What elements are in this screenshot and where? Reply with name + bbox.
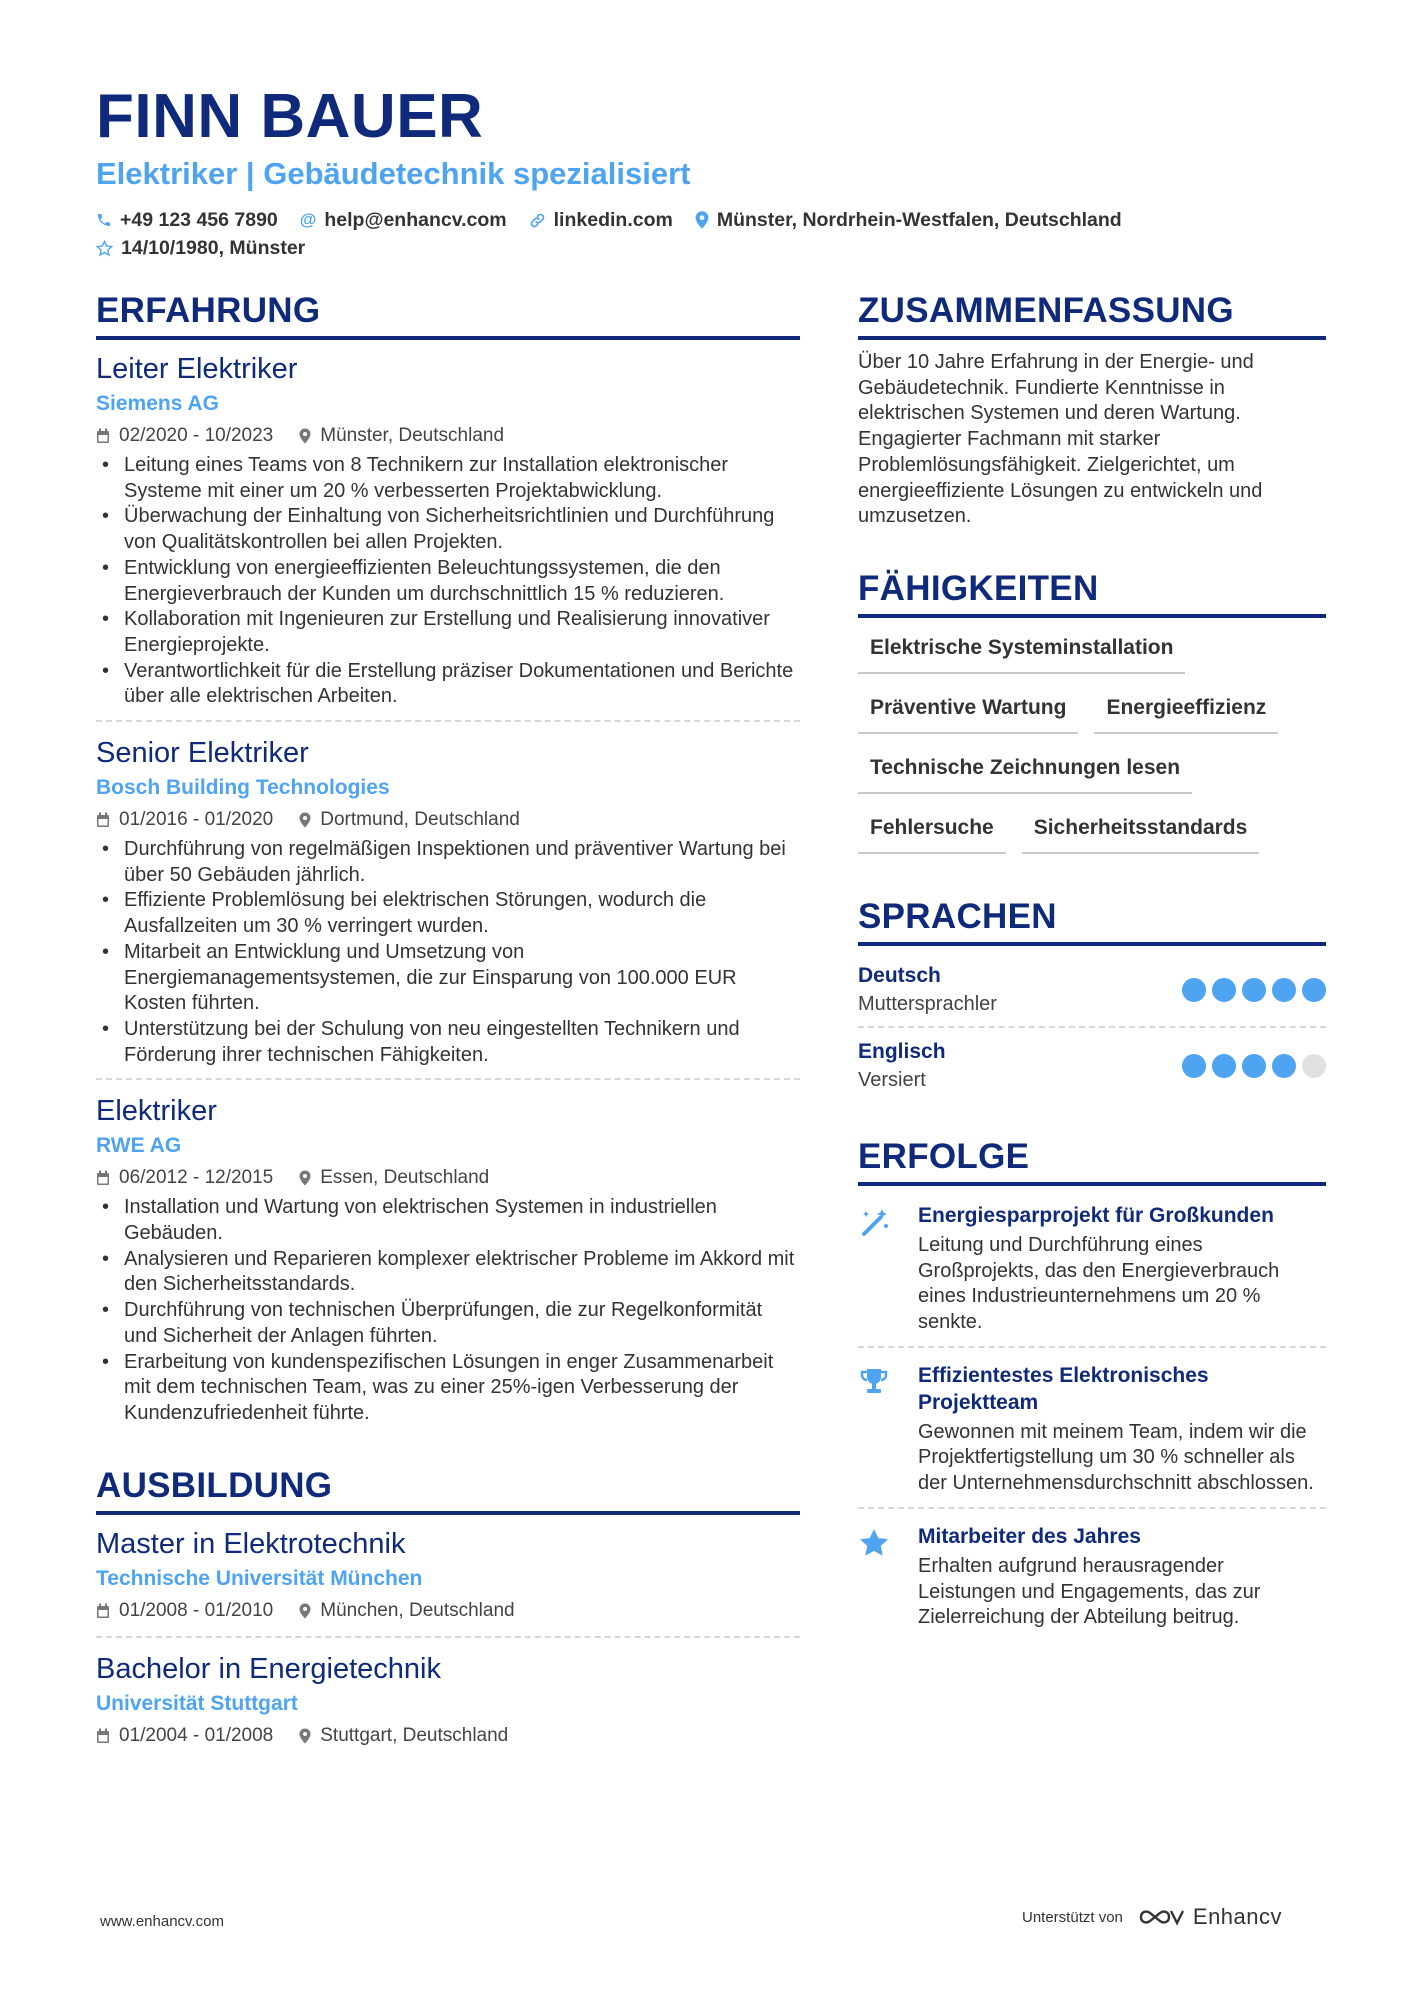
calendar-icon bbox=[96, 812, 110, 828]
link-icon bbox=[529, 212, 546, 229]
achievement-item bbox=[858, 1196, 1326, 1348]
bullet-item: • Unterstützung bei der Schulung von neu eingestellten Technikern und Förderung ihrer technischen Fähigkeiten. bbox=[96, 1017, 800, 1068]
rating-dot-filled bbox=[1212, 1054, 1236, 1078]
rating-dot-filled bbox=[1272, 1054, 1296, 1078]
bullet-item: • Analysieren und Reparieren komplexer elektrischer Probleme im Akkord mit den Sicherheitsstandards. bbox=[96, 1247, 800, 1298]
language-level: Muttersprachler bbox=[858, 992, 997, 1015]
language-item bbox=[858, 1032, 1326, 1102]
skill-tag: Sicherheitsstandards bbox=[1022, 808, 1260, 854]
job-dates: 06/2012 - 12/2015 bbox=[119, 1167, 274, 1189]
job-location: Münster, Deutschland bbox=[320, 425, 505, 446]
rating-dot-filled bbox=[1212, 978, 1236, 1002]
skill-tag: Elektrische Systeminstallation bbox=[858, 628, 1185, 674]
achievement-title: Energiesparprojekt für Großkunden bbox=[918, 1203, 1274, 1227]
company-name: RWE AG bbox=[96, 1134, 182, 1158]
education-location: München, Deutschland bbox=[320, 1599, 515, 1621]
company-name: Bosch Building Technologies bbox=[96, 776, 390, 800]
languages-heading: SPRACHEN bbox=[858, 896, 1326, 946]
location-pin-icon bbox=[695, 211, 709, 229]
right-column bbox=[858, 290, 1326, 1641]
job-title: Leiter Elektriker bbox=[96, 353, 298, 385]
location-text: Münster, Nordrhein-Westfalen, Deutschland bbox=[716, 209, 1122, 231]
achievement-title: Effizientestes Elektronisches Projektteam bbox=[918, 1363, 1209, 1414]
star-icon bbox=[858, 1523, 918, 1631]
location-pin-icon bbox=[299, 1170, 311, 1186]
location-pin-icon bbox=[299, 812, 311, 828]
job-location: Dortmund, Deutschland bbox=[320, 809, 520, 831]
bullet-item: • Verantwortlichkeit für die Erstellung präziser Dokumentationen und Berichte über alle elektrischen Arbeiten. bbox=[96, 659, 800, 710]
job-bullets bbox=[96, 1195, 800, 1426]
contact-phone[interactable] bbox=[96, 206, 278, 234]
education-heading: AUSBILDUNG bbox=[96, 1465, 800, 1515]
bullet-item: • Durchführung von technischen Überprüfungen, die zur Regelkonformität und Sicherheit der Anlagen führten. bbox=[96, 1298, 800, 1349]
job-meta bbox=[96, 1163, 800, 1193]
bullet-item: • Mitarbeit an Entwicklung und Umsetzung von Energiemanagementsystemen, die zur Einsparung von 100.000 EUR Kosten führten. bbox=[96, 940, 800, 1017]
bullet-item: • Effiziente Problemlösung bei elektrischen Störungen, wodurch die Ausfallzeiten um 30 % verringert wurden. bbox=[96, 888, 800, 939]
bullet-item: • Entwicklung von energieeffizienten Beleuchtungssystemen, die den Energieverbrauch der Kunden um durchschnittlich 15 % reduzieren. bbox=[96, 556, 800, 607]
footer-branding bbox=[1022, 1904, 1282, 1930]
rating-dot-filled bbox=[1242, 1054, 1266, 1078]
achievement-desc: Leitung und Durchführung eines Großprojekts, das den Energieverbrauch eines Industrieunternehmens um 20 % senkte. bbox=[918, 1233, 1280, 1334]
skills-list bbox=[858, 628, 1326, 868]
skill-tag: Präventive Wartung bbox=[858, 688, 1078, 734]
trophy-icon bbox=[858, 1362, 918, 1497]
bullet-item: • Installation und Wartung von elektrischen Systemen in industriellen Gebäuden. bbox=[96, 1195, 800, 1246]
rating-dot-empty bbox=[1302, 1054, 1326, 1078]
language-item bbox=[858, 956, 1326, 1028]
achievement-desc: Gewonnen mit meinem Team, indem wir die Projektfertigstellung um 30 % schneller als der Unternehmensdurchschnitt abschlossen. bbox=[918, 1420, 1314, 1495]
skill-tag: Energieeffizienz bbox=[1094, 688, 1278, 734]
contact-location bbox=[695, 206, 1122, 234]
rating-dot-filled bbox=[1242, 978, 1266, 1002]
calendar-icon bbox=[96, 1728, 110, 1744]
school-name: Universität Stuttgart bbox=[96, 1691, 298, 1715]
calendar-icon bbox=[96, 1170, 110, 1186]
education-entry bbox=[96, 1650, 800, 1761]
enhancv-logo-icon bbox=[1137, 1905, 1185, 1929]
experience-entry bbox=[96, 350, 800, 722]
location-pin-icon bbox=[299, 1728, 311, 1744]
achievement-title: Mitarbeiter des Jahres bbox=[918, 1524, 1141, 1548]
experience-entry bbox=[96, 734, 800, 1080]
experience-heading: ERFAHRUNG bbox=[96, 290, 800, 340]
candidate-subtitle: Elektriker | Gebäudetechnik spezialisiert bbox=[96, 156, 691, 191]
job-title: Senior Elektriker bbox=[96, 737, 309, 770]
language-name: Deutsch bbox=[858, 963, 941, 987]
calendar-icon bbox=[96, 428, 110, 444]
magic-wand-icon bbox=[858, 1202, 918, 1336]
phone-icon bbox=[96, 212, 112, 228]
education-location: Stuttgart, Deutschland bbox=[320, 1724, 509, 1746]
contact-birth bbox=[96, 234, 305, 262]
location-pin-icon bbox=[299, 1603, 311, 1619]
achievement-item bbox=[858, 1356, 1326, 1509]
brand-name: Enhancv bbox=[1192, 1904, 1283, 1929]
linkedin-text: linkedin.com bbox=[553, 209, 673, 231]
location-pin-icon bbox=[299, 428, 311, 444]
rating-dot-filled bbox=[1272, 978, 1296, 1002]
email-text: help@enhancv.com bbox=[324, 209, 507, 231]
degree-title: Master in Elektrotechnik bbox=[96, 1527, 406, 1560]
education-dates: 01/2008 - 01/2010 bbox=[119, 1599, 274, 1621]
at-icon: @ bbox=[299, 210, 317, 229]
job-bullets bbox=[96, 453, 800, 710]
bullet-item: • Überwachung der Einhaltung von Sicherheitsrichtlinien und Durchführung von Qualitätskontrollen bei allen Projekten. bbox=[96, 504, 800, 555]
skill-tag: Fehlersuche bbox=[858, 808, 1006, 854]
job-meta bbox=[96, 805, 800, 835]
education-meta bbox=[96, 1721, 800, 1751]
language-rating bbox=[1176, 1054, 1326, 1078]
language-rating bbox=[1176, 978, 1326, 1002]
contact-info bbox=[96, 206, 1336, 262]
job-location: Essen, Deutschland bbox=[320, 1167, 490, 1189]
achievement-item bbox=[858, 1517, 1326, 1641]
contact-email[interactable] bbox=[300, 206, 507, 234]
rating-dot-filled bbox=[1182, 978, 1206, 1002]
company-name: Siemens AG bbox=[96, 392, 219, 415]
footer-website[interactable]: www.enhancv.com bbox=[100, 1913, 224, 1930]
bullet-item: • Kollaboration mit Ingenieuren zur Erstellung und Realisierung innovativer Energieprojekte. bbox=[96, 607, 800, 658]
education-entry bbox=[96, 1525, 800, 1638]
skills-heading: FÄHIGKEITEN bbox=[858, 568, 1326, 618]
job-bullets bbox=[96, 837, 800, 1068]
birth-text: 14/10/1980, Münster bbox=[121, 237, 306, 259]
summary-heading: ZUSAMMENFASSUNG bbox=[858, 290, 1326, 340]
bullet-item: • Leitung eines Teams von 8 Technikern zur Installation elektronischer Systeme mit einer um 20 % verbesserten Projektabwicklung. bbox=[96, 453, 800, 504]
education-dates: 01/2004 - 01/2008 bbox=[119, 1724, 274, 1746]
job-meta bbox=[96, 421, 800, 451]
achievements-heading: ERFOLGE bbox=[858, 1136, 1326, 1186]
candidate-name: FINN BAUER bbox=[96, 82, 484, 151]
experience-entry bbox=[96, 1092, 800, 1436]
degree-title: Bachelor in Energietechnik bbox=[96, 1652, 441, 1685]
job-dates: 02/2020 - 10/2023 bbox=[119, 425, 274, 446]
language-name: Englisch bbox=[858, 1039, 946, 1063]
contact-linkedin[interactable] bbox=[529, 206, 673, 234]
school-name: Technische Universität München bbox=[96, 1566, 423, 1590]
calendar-icon bbox=[96, 1603, 110, 1619]
achievement-desc: Erhalten aufgrund herausragender Leistungen und Engagements, das zur Zielerreichung der Abteilung beitrug. bbox=[918, 1554, 1261, 1629]
skill-tag: Technische Zeichnungen lesen bbox=[858, 748, 1192, 794]
rating-dot-filled bbox=[1182, 1054, 1206, 1078]
bullet-item: • Erarbeitung von kundenspezifischen Lösungen in enger Zusammenarbeit mit dem technischen Team, was zu einer 25%-igen Verbesserung der Kundenzufriedenheit führte. bbox=[96, 1350, 800, 1427]
phone-text: +49 123 456 7890 bbox=[120, 209, 278, 231]
job-title: Elektriker bbox=[96, 1095, 217, 1128]
powered-by-text: Unterstützt von bbox=[1022, 1908, 1123, 1926]
left-column bbox=[96, 290, 800, 1761]
education-meta bbox=[96, 1596, 800, 1626]
job-dates: 01/2016 - 01/2020 bbox=[119, 809, 274, 831]
bullet-item: • Durchführung von regelmäßigen Inspektionen und präventiver Wartung bei über 50 Gebäuden jährlich. bbox=[96, 837, 800, 888]
rating-dot-filled bbox=[1302, 978, 1326, 1002]
language-level: Versiert bbox=[858, 1068, 926, 1091]
summary-text: Über 10 Jahre Erfahrung in der Energie- und Gebäudetechnik. Fundierte Kenntnisse in elektrischen Systemen und deren Wartung. Engagierter Fachmann mit starker Problemlösungsfähigkeit. Zielgerichtet, um energieeffiziente Lösungen zu entwickeln und umzusetzen. bbox=[858, 351, 1263, 528]
star-outline-icon bbox=[96, 240, 113, 257]
